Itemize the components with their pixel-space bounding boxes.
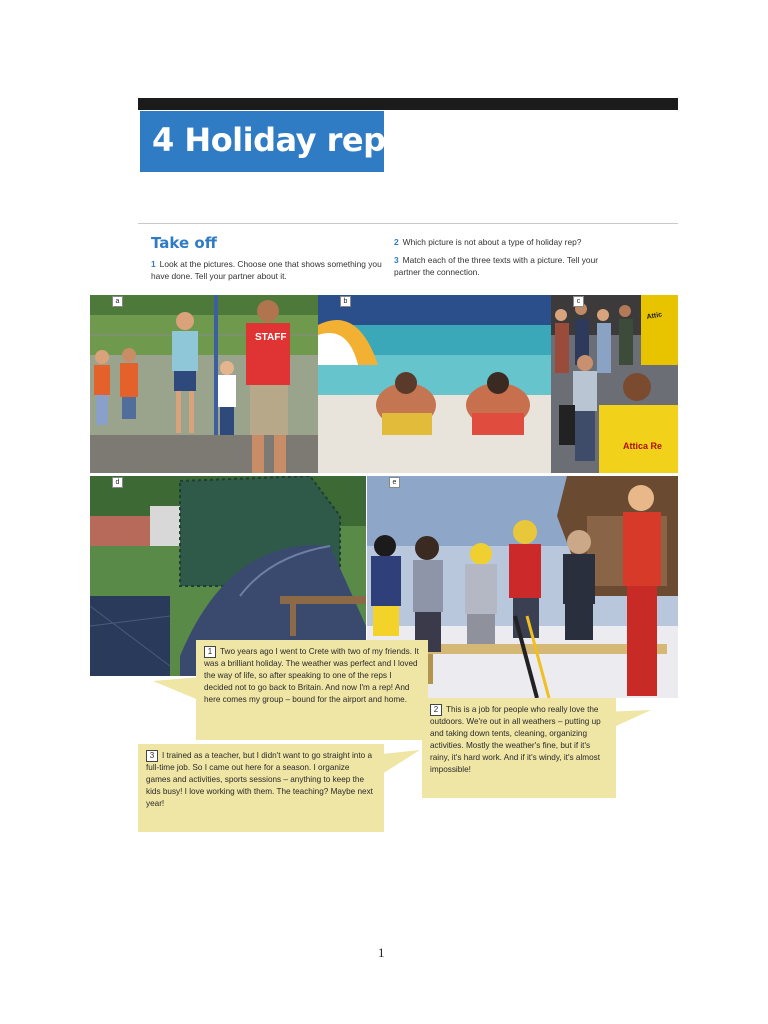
question-3-text: Match each of the three texts with a picture. Tell your partner the connection. bbox=[394, 255, 599, 277]
sign-text: Attica Re bbox=[623, 441, 663, 451]
callout-2-text: This is a job for people who really love the outdoors. We're out in all weathers – putting up and taking down tents, cleaning, organizing activities. Mostly the weather's fine, but if it's rainy, it's hard work. And if it's windy, it's almost impossible! bbox=[430, 705, 601, 774]
photo-c bbox=[551, 295, 678, 473]
photo-label-e: e bbox=[389, 477, 400, 488]
photo-b bbox=[318, 295, 551, 473]
question-3-number: 3 bbox=[394, 255, 399, 265]
top-bar bbox=[138, 98, 678, 110]
unit-title-box bbox=[140, 111, 384, 172]
callout-1-text: Two years ago I went to Crete with two of my friends. It was a brilliant holiday. The weather was perfect and I loved the way of life, so after speaking to one of the reps I decided not to go back to Britain. And now I'm a rep! And here comes my group – bound for the airport and home. bbox=[204, 647, 419, 704]
photo-label-b: b bbox=[340, 296, 351, 307]
callout-3-text: I trained as a teacher, but I didn't want to go straight into a full-time job. So I came out here for a season. I organize games and activities, sports sessions – anything to keep the kids busy! I love working with them. The teaching? Maybe next year! bbox=[146, 751, 373, 808]
staff-text: STAFF bbox=[255, 332, 287, 343]
question-2 bbox=[394, 236, 664, 248]
question-1 bbox=[151, 258, 383, 282]
sign-board bbox=[641, 295, 678, 365]
photo-c-image bbox=[551, 295, 678, 473]
textbook-page bbox=[115, 98, 678, 840]
photo-label-d: d bbox=[112, 477, 123, 488]
photo-a bbox=[90, 295, 318, 473]
callout-1 bbox=[196, 640, 428, 740]
section-heading: Take off bbox=[151, 234, 217, 252]
photo-a-image bbox=[90, 295, 318, 473]
question-1-text: Look at the pictures. Choose one that shows something you have done. Tell your partner about it. bbox=[151, 259, 382, 281]
photo-label-a: a bbox=[112, 296, 123, 307]
callout-2-number: 2 bbox=[430, 704, 442, 716]
callout-3 bbox=[138, 744, 384, 832]
question-1-number: 1 bbox=[151, 259, 156, 269]
divider bbox=[138, 223, 678, 224]
unit-title: 4 Holiday rep bbox=[152, 121, 386, 159]
callout-2 bbox=[422, 698, 616, 798]
photo-label-c: c bbox=[573, 296, 584, 307]
callout-3-number: 3 bbox=[146, 750, 158, 762]
callout-3-pointer bbox=[382, 750, 422, 776]
photo-b-image bbox=[318, 295, 551, 473]
svg-text:Attic: Attic bbox=[646, 311, 663, 321]
question-3 bbox=[394, 254, 604, 278]
page-number: 1 bbox=[378, 945, 385, 960]
callout-1-number: 1 bbox=[204, 646, 216, 658]
question-2-text: Which picture is not about a type of holiday rep? bbox=[402, 237, 582, 247]
question-2-number: 2 bbox=[394, 237, 399, 247]
